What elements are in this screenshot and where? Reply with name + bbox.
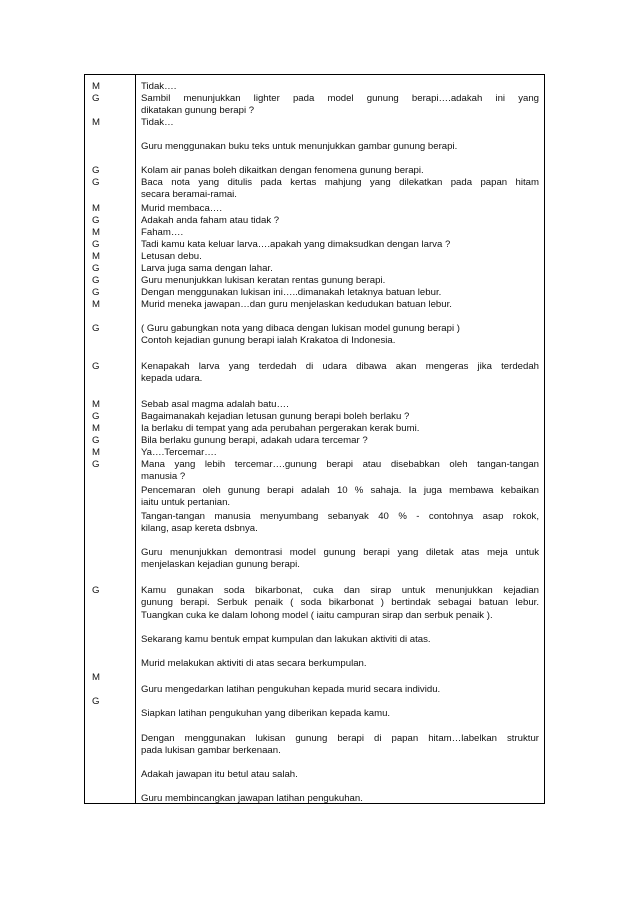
dialogue-line: Letusan debu. <box>141 251 202 262</box>
dialogue-line: Bagaimanakah kejadian letusan gunung berapi boleh berlaku ? <box>141 411 410 422</box>
speaker-label: M <box>92 399 100 410</box>
speaker-label: G <box>92 435 100 446</box>
dialogue-line: ( Guru gabungkan nota yang dibaca dengan lukisan model gunung berapi ) <box>141 323 460 334</box>
dialogue-line: Tidak… <box>141 117 174 128</box>
dialogue-line: Murid meneka jawapan…dan guru menjelaskan kedudukan batuan lebur. <box>141 299 452 310</box>
speaker-label: M <box>92 227 100 238</box>
speaker-label: M <box>92 81 100 92</box>
dialogue-line: Sekarang kamu bentuk empat kumpulan dan lakukan aktiviti di atas. <box>141 634 431 645</box>
dialogue-line: Kenapakah larva yang terdedah di udara dibawa akan mengeras jika terdedah <box>141 361 539 372</box>
dialogue-table <box>84 74 545 804</box>
speaker-label: M <box>92 203 100 214</box>
speaker-label: M <box>92 299 100 310</box>
dialogue-line: Pencemaran oleh gunung berapi adalah 10 % sahaja. Ia juga membawa kebaikan <box>141 485 539 496</box>
dialogue-line: gunung berapi. Serbuk penaik ( soda bikarbonat ) bertindak sebagai batuan lebur. <box>141 597 539 608</box>
dialogue-line: Murid membaca…. <box>141 203 223 214</box>
speaker-label: G <box>92 361 100 372</box>
dialogue-line: Guru menggunakan buku teks untuk menunjukkan gambar gunung berapi. <box>141 141 458 152</box>
dialogue-line: Murid melakukan aktiviti di atas secara berkumpulan. <box>141 658 367 669</box>
column-divider <box>135 75 136 803</box>
dialogue-line: Siapkan latihan pengukuhan yang diberikan kepada kamu. <box>141 708 391 719</box>
dialogue-line: secara beramai-ramai. <box>141 189 237 200</box>
speaker-label: M <box>92 251 100 262</box>
dialogue-line: menjelaskan kejadian gunung berapi. <box>141 559 300 570</box>
speaker-label: M <box>92 423 100 434</box>
speaker-label: G <box>92 165 100 176</box>
dialogue-line: Faham…. <box>141 227 184 238</box>
speaker-label: M <box>92 117 100 128</box>
dialogue-line: Adakah anda faham atau tidak ? <box>141 215 280 226</box>
dialogue-line: Kamu gunakan soda bikarbonat, cuka dan sirap untuk menunjukkan kejadian <box>141 585 539 596</box>
speaker-label: G <box>92 696 100 707</box>
dialogue-line: Tidak…. <box>141 81 177 92</box>
dialogue-line: Guru menunjukkan demontrasi model gunung berapi yang diletak atas meja untuk <box>141 547 539 558</box>
dialogue-line: kilang, asap kereta dsbnya. <box>141 523 258 534</box>
dialogue-line: Mana yang lebih tercemar….gunung berapi atau disebabkan oleh tangan-tangan <box>141 459 539 470</box>
speaker-label: G <box>92 263 100 274</box>
speaker-label: G <box>92 585 100 596</box>
dialogue-line: manusia ? <box>141 471 186 482</box>
dialogue-line: dikatakan gunung berapi ? <box>141 105 255 116</box>
dialogue-line: pada lukisan gambar berkenaan. <box>141 745 281 756</box>
dialogue-line: Bila berlaku gunung berapi, adakah udara tercemar ? <box>141 435 368 446</box>
speaker-label: G <box>92 215 100 226</box>
speaker-label: G <box>92 275 100 286</box>
dialogue-line: Baca nota yang ditulis pada kertas mahjung yang dilekatkan pada papan hitam <box>141 177 539 188</box>
speaker-label: G <box>92 323 100 334</box>
dialogue-line: Guru menunjukkan lukisan keratan rentas gunung berapi. <box>141 275 386 286</box>
speaker-label: G <box>92 93 100 104</box>
dialogue-line: Larva juga sama dengan lahar. <box>141 263 273 274</box>
speaker-label: G <box>92 239 100 250</box>
dialogue-line: Sambil menunjukkan lighter pada model gunung berapi….adakah ini yang <box>141 93 539 104</box>
speaker-label: G <box>92 459 100 470</box>
dialogue-line: Sebab asal magma adalah batu…. <box>141 399 289 410</box>
dialogue-line: Dengan menggunakan lukisan ini…..dimanakah letaknya batuan lebur. <box>141 287 442 298</box>
dialogue-line: Kolam air panas boleh dikaitkan dengan fenomena gunung berapi. <box>141 165 424 176</box>
dialogue-line: Tuangkan cuka ke dalam lohong model ( iaitu campuran sirap dan serbuk penaik ). <box>141 610 493 621</box>
dialogue-line: Tangan-tangan manusia menyumbang sebanyak 40 % - contohnya asap rokok, <box>141 511 539 522</box>
dialogue-line: Guru mengedarkan latihan pengukuhan kepada murid secara individu. <box>141 684 441 695</box>
dialogue-line: Ia berlaku di tempat yang ada perubahan pergerakan kerak bumi. <box>141 423 420 434</box>
dialogue-line: Adakah jawapan itu betul atau salah. <box>141 769 298 780</box>
dialogue-line: Contoh kejadian gunung berapi ialah Krakatoa di Indonesia. <box>141 335 396 346</box>
speaker-label: G <box>92 411 100 422</box>
speaker-label: M <box>92 447 100 458</box>
speaker-label: G <box>92 287 100 298</box>
speaker-label: G <box>92 177 100 188</box>
dialogue-line: kepada udara. <box>141 373 203 384</box>
dialogue-line: Tadi kamu kata keluar larva….apakah yang dimaksudkan dengan larva ? <box>141 239 451 250</box>
dialogue-line: Guru membincangkan jawapan latihan pengukuhan. <box>141 793 363 804</box>
dialogue-line: iaitu untuk pertanian. <box>141 497 231 508</box>
dialogue-line: Dengan menggunakan lukisan gunung berapi di papan hitam…labelkan struktur <box>141 733 539 744</box>
dialogue-line: Ya….Tercemar…. <box>141 447 217 458</box>
speaker-label: M <box>92 672 100 683</box>
